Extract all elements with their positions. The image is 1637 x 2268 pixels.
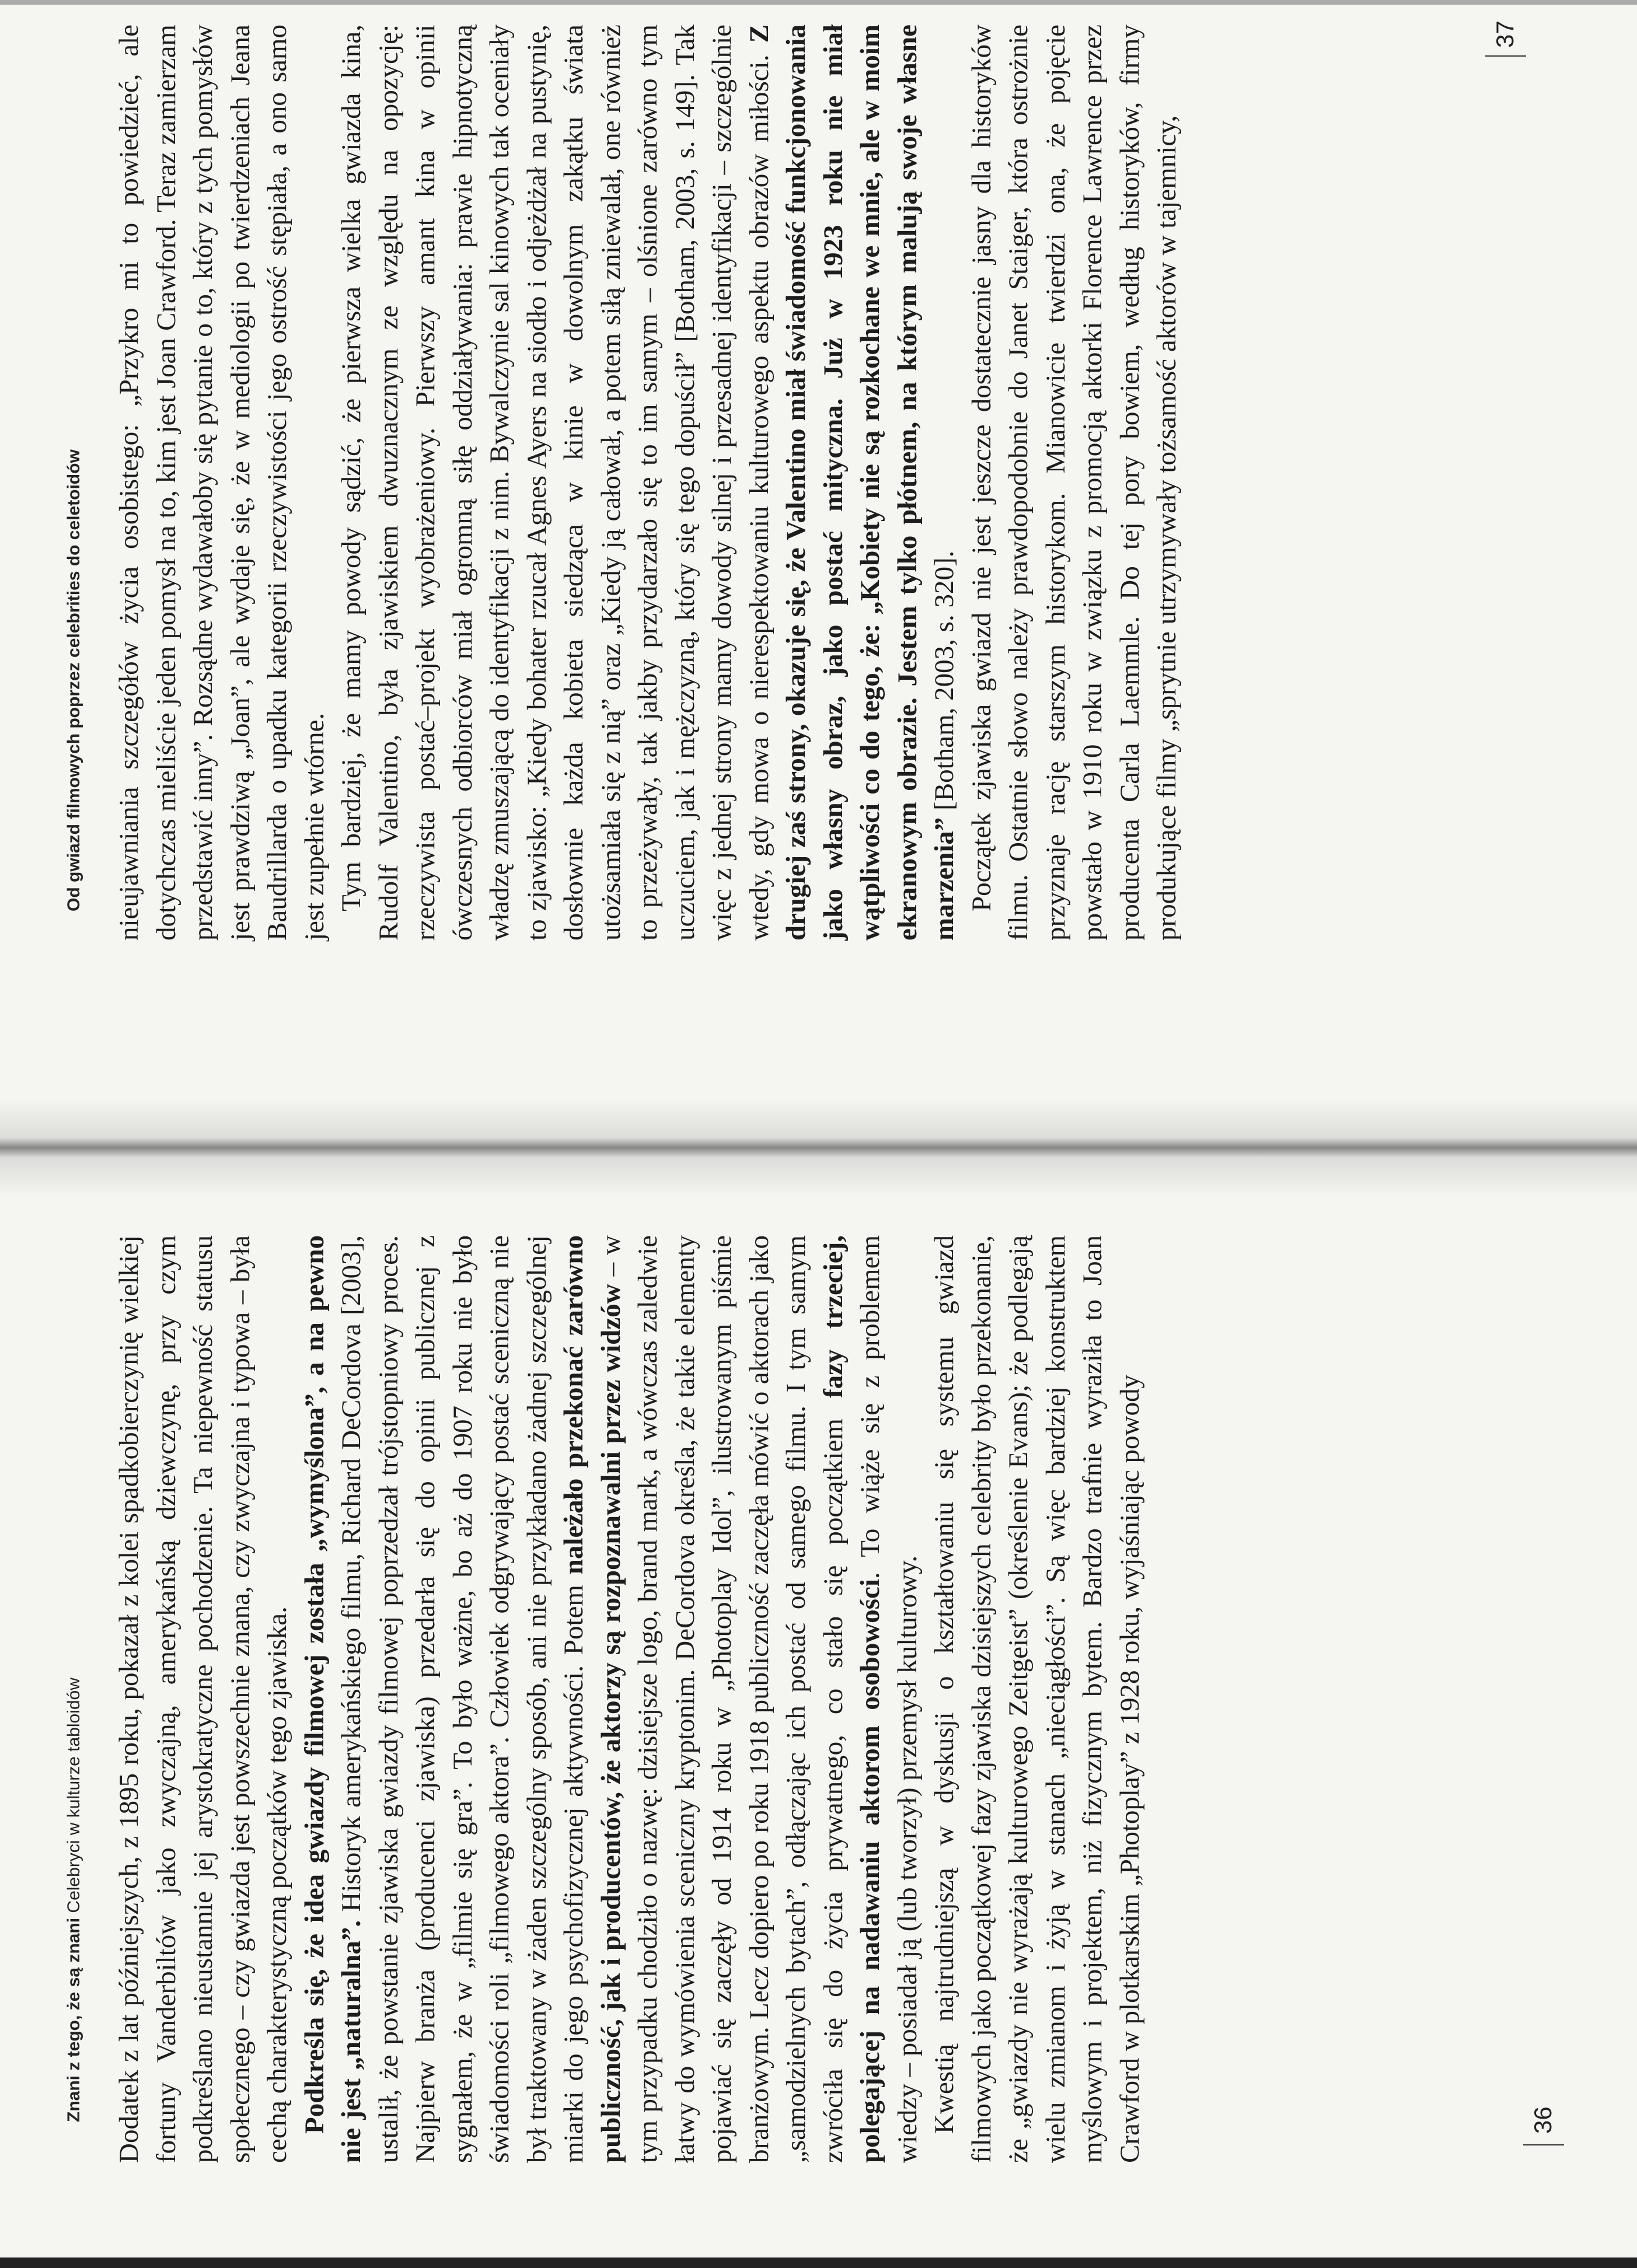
right-folio-rule	[1485, 55, 1526, 57]
left-page-number: 36	[1529, 2106, 1556, 2134]
right-p2-bold: Z drugiej zaś strony, okazuje się, że Valentino miał świadomość funkcjonowania jako własny obraz, jako postać mityczna. Już w 1923 roku nie miał wątpliwości co do tego, że: „Kobiety nie są rozkochane we mnie, ale w moim ekranowym obrazie. Jestem tylko płótnem, na którym malują swoje własne marzenia”	[744, 25, 959, 941]
left-p2-a: Historyk amerykańskiego filmu, Richard DeCordova [2003], ustalił, że powstanie zjawiska gwiazdy filmowej poprzedzał trójstopniowy proces. Najpierw branża (producenci zjawiska) przedarła się do opinii publicznej z sygnałem, że w „filmie się gra”. To było ważne, bo aż do 1907 roku nie było świadomości roli „filmowego aktora”. Człowiek odgrywający postać sceniczną nie był traktowany w żaden szczególny sposób, ani nie przykładano żadnej szczególnej miarki do jego psychofizycznej aktywności. Potem	[336, 1235, 589, 2163]
left-p2-bold-c: fazy trzeciej, polegającej na nadawaniu aktorom osobowości	[818, 1235, 885, 2163]
right-page-number: 37	[1491, 20, 1519, 48]
left-body-text	[111, 1235, 1149, 2163]
left-p2-b: – w tym przypadku chodziło o nazwę: dzisiejsze logo, brand mark, a wówczas zaledwie łatwy do wymówienia sceniczny kryptonim. DeCordova określa, że takie elementy pojawiać się zaczęły od 1914 roku w „Photoplay Idol”, ilustrowanym piśmie branżowym. Lecz dopiero po roku 1918 publiczność zaczęła mówić o aktorach jako „samodzielnych bytach”, odłączając ich postać od samego filmu. I tym samym zwróciła się do życia prywatnego, co stało się początkiem	[595, 1235, 849, 2163]
left-p2-c: . To wiąże się z problemem wiedzy – posiadał ją (lub tworzył) przemysł kulturowy.	[855, 1235, 923, 2163]
left-folio-rule	[1523, 2144, 1564, 2145]
left-running-head-rest: Celebryci w kulturze tabloidów	[64, 1678, 83, 1913]
left-p2-bold-a: Podkreśla się, że idea gwiazdy filmowej została „wymyślona”, a na pewno nie jest „naturalna”.	[299, 1235, 367, 2163]
right-running-head	[64, 449, 84, 911]
right-p2-b: [Botham, 2003, s. 320].	[929, 550, 959, 817]
right-running-head-text: Od gwiazd filmowych poprzez celebrities do celetoidów	[64, 449, 83, 911]
right-body-text	[111, 25, 1186, 941]
right-page	[0, 0, 1637, 1116]
left-running-head	[64, 1678, 84, 2122]
left-paragraph-1: Dodatek z lat późniejszych, z 1895 roku, pokazał z kolei spadkobierczynię wielkiej fortuny Vanderbiltów jako zwyczajną, amerykańską dziewczynę, przy czym podkreślano nieustannie jej arystokratyczne pochodzenie. Ta niepewność statusu społecznego – czy gwiazda jest powszechnie znana, czy zwyczajna i typowa – była cechą charakterystyczną początków tego zjawiska.	[114, 1235, 292, 2163]
right-paragraph-3: Początek zjawiska gwiazd nie jest jeszcze dostatecznie jasny dla historyków filmu. Ostatnie słowo należy prawdopodobnie do Janet Staiger, która ostrożnie przyznaje rację starszym historykom. Mianowicie twierdzi ona, że pojęcie powstało w 1910 roku w związku z promocją aktorki Florence Lawrence przez producenta Carla Laemmle. Do tej pory bowiem, według historyków, firmy produkujące filmy „sprytnie utrzymywały tożsamość aktorów w tajemnicy,	[966, 25, 1182, 941]
left-paragraph-2	[296, 1235, 927, 2163]
left-p2-bold-b: należało przekonać zarówno publiczność, jak i producentów, że aktorzy są rozpoznawalni przez widzów	[559, 1235, 626, 2163]
right-p2-a: Tym bardziej, że mamy powody sądzić, że pierwsza wielka gwiazda kina, Rudolf Valentino, była zjawiskiem dwuznacznym ze względu na opozycję: rzeczywista postać–projekt wyobrażeniowy. Pierwszy amant kina w opinii ówczesnych odbiorców miał ogromną siłę oddziaływania: prawie hipnotyczną władzę zmuszającą do identyfikacji z nim. Bywalczynie sal kinowych tak oceniały to zjawisko: „Kiedy bohater rzucał Agnes Ayers na siodło i odjeżdżał na pustynię, dosłownie każda kobieta siedząca w kinie w dowolnym zakątku świata utożsamiała się z nią” oraz „Kiedy ją całował, a potem siłą zniewalał, one również to przeżywały, tak jakby przydarzało się to im samym – olśnione zarówno tym uczuciem, jak i mężczyzną, który się tego dopuścił” [Botham, 2003, s. 149]. Tak więc z jednej strony mamy dowody silnej i przesadnej identyfikacji – szczególnie wtedy, gdy mowa o nierespektowaniu kulturowego aspektu obrazów miłości.	[336, 25, 774, 941]
left-running-head-bold: Znani z tego, że są znani	[64, 1917, 83, 2122]
right-paragraph-1: nieujawniania szczegółów życia osobistego: „Przykro mi to powiedzieć, ale dotychczas mieliście jeden pomysł na to, kim jest Joan Crawford. Teraz zamierzam przedstawić inny”. Rozsądne wydawałoby się pytanie o to, który z tych pomysłów jest prawdziwą „Joan”, ale wydaje się, że w mediologii po twierdzeniach Jeana Baudrillarda o upadku kategorii rzeczywistości jego ostrość stępiała, a ono samo jest zupełnie wtórne.	[114, 25, 330, 941]
left-page	[0, 1171, 1637, 2268]
left-paragraph-3: Kwestią najtrudniejszą w dyskusji o kształtowaniu się systemu gwiazd filmowych jako początkowej fazy zjawiska dzisiejszych celebrity było przekonanie, że „gwiazdy nie wyrażają kulturowego Zeitgeist” (określenie Evans); że podlegają wielu zmianom i żyją w stanach „nieciągłości”. Są więc bardziej konstruktem myślowym i projektem, niż fizycznym bytem. Bardzo trafnie wyraziła to Joan Crawford w plotkarskim „Photoplay” z 1928 roku, wyjaśniając powody	[929, 1235, 1145, 2163]
right-paragraph-2	[333, 25, 964, 941]
